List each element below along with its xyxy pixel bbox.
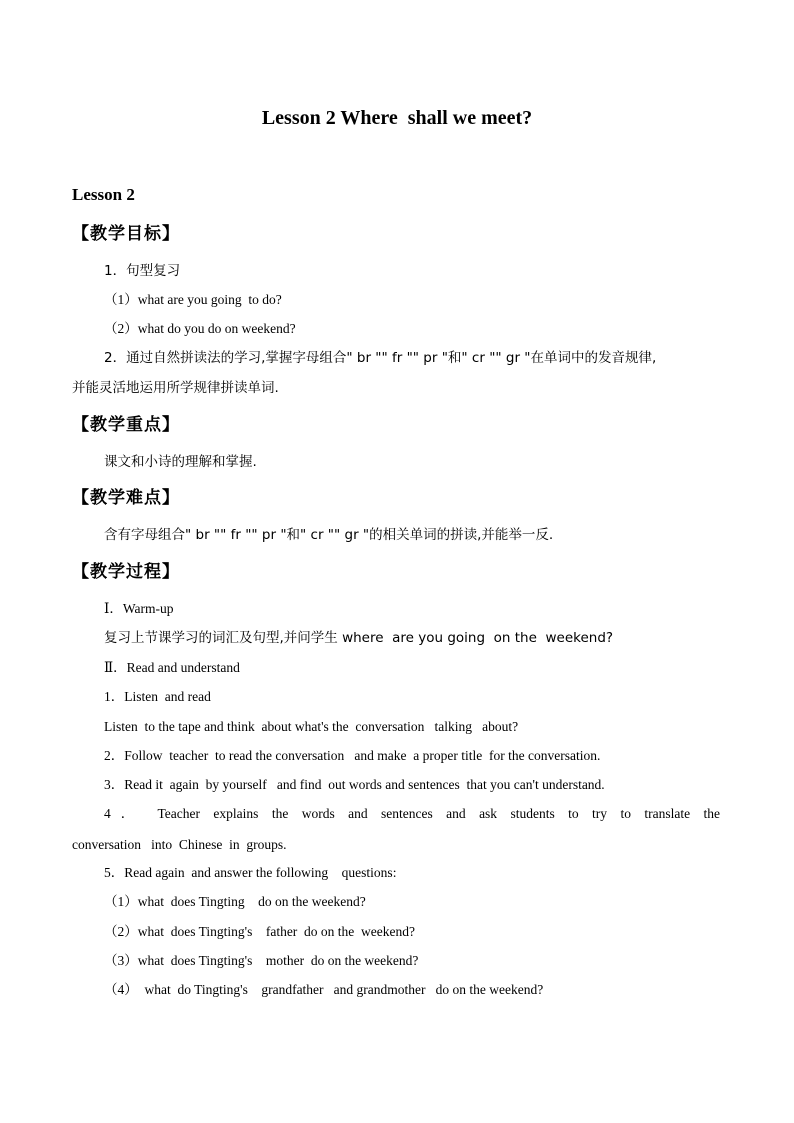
question-4: （4） what do Tingting's grandfather and grandmother do on the weekend? — [104, 982, 544, 997]
objective-item-2-line-2: 并能灵活地运用所学规律拼读单词. — [72, 380, 279, 396]
process-sub-1-text: Listen to the tape and think about what's the conversation talking about? — [104, 719, 519, 734]
process-sub-4-line-2: conversation into Chinese in groups. — [72, 837, 287, 852]
heading-objectives: 【教学目标】 — [72, 224, 180, 244]
process-sub-1: 1．Listen and read — [104, 689, 211, 704]
objective-item-2-line-1: 2．通过自然拼读法的学习,掌握字母组合" br "" fr "" pr "和" cr "" gr "在单词中的发音规律, — [104, 350, 657, 366]
objective-sub-2: （2）what do you do on weekend? — [104, 321, 296, 336]
objective-sub-1: （1）what are you going to do? — [104, 292, 282, 307]
process-sub-4-line-1: 4． Teacher explains the words and sentences and ask students to try to translate the — [104, 806, 720, 821]
question-2: （2）what does Tingting's father do on the weekend? — [104, 924, 416, 939]
process-sub-5: 5．Read again and answer the following questions: — [104, 865, 397, 880]
heading-process: 【教学过程】 — [72, 562, 180, 582]
difficulties-text: 含有字母组合" br "" fr "" pr "和" cr "" gr "的相关单词的拼读,并能举一反. — [104, 527, 554, 543]
question-1: （1）what does Tingting do on the weekend? — [104, 894, 366, 909]
question-3: （3）what does Tingting's mother do on the weekend? — [104, 953, 419, 968]
process-step-2: Ⅱ．Read and understand — [104, 660, 240, 675]
process-step-1: Ⅰ．Warm-up — [104, 601, 174, 616]
key-points-text: 课文和小诗的理解和掌握. — [104, 454, 257, 470]
process-sub-2: 2．Follow teacher to read the conversation and make a proper title for the conversation. — [104, 748, 601, 763]
document-title: Lesson 2 Where shall we meet? — [261, 107, 533, 129]
process-step-1-text: 复习上节课学习的词汇及句型,并问学生 where are you going on the weekend? — [104, 630, 614, 646]
heading-difficulties: 【教学难点】 — [72, 488, 180, 508]
lesson-label: Lesson 2 — [72, 185, 135, 204]
heading-key-points: 【教学重点】 — [72, 415, 180, 435]
objective-item-1: 1．句型复习 — [104, 263, 181, 279]
process-sub-3: 3．Read it again by yourself and find out words and sentences that you can't understand. — [104, 777, 605, 792]
